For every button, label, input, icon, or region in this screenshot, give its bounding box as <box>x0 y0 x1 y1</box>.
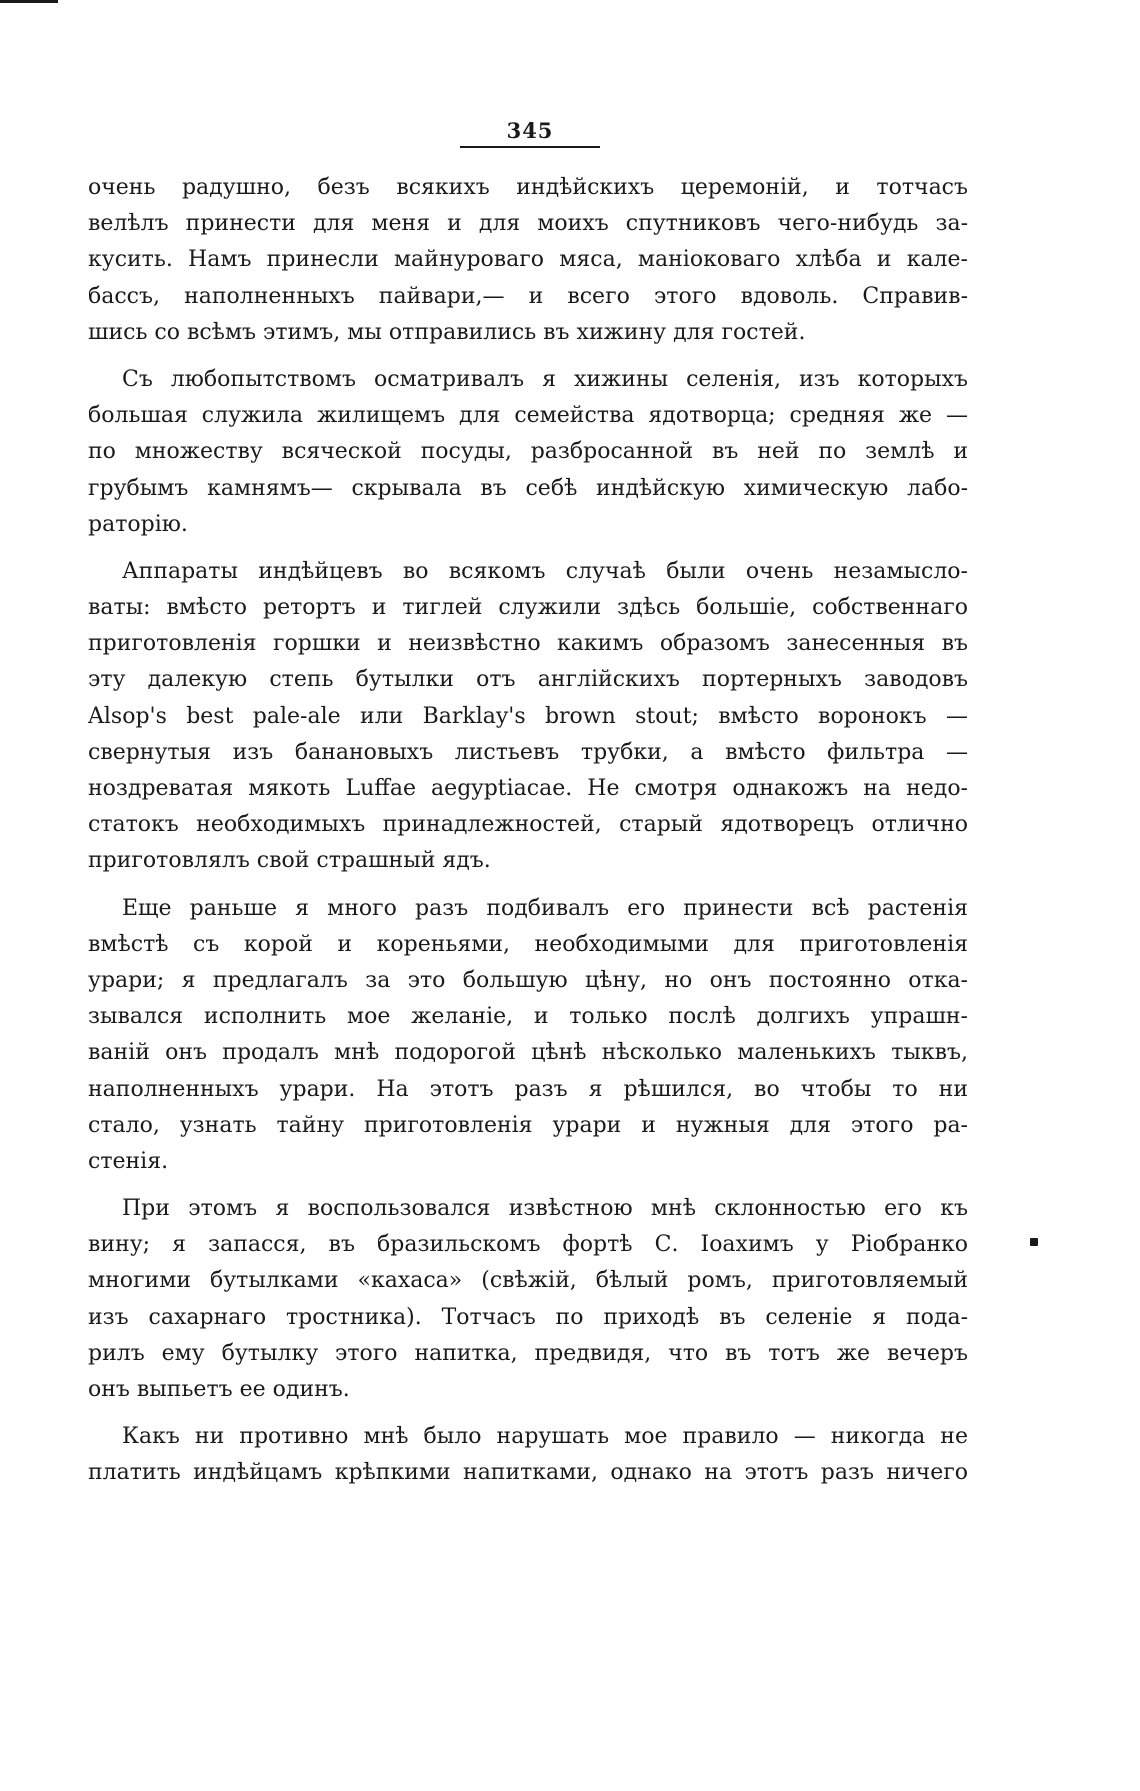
text-line: При этомъ я воспользовался извѣстною мнѣ склонностью его къ <box>122 1196 968 1222</box>
text-line: грубымъ камнямъ— скрывала въ себѣ индѣйскую химическую лабо- <box>88 475 968 501</box>
text-line: стенія. <box>88 1148 169 1174</box>
text-line: свернутыя изъ банановыхъ листьевъ трубки, а вмѣсто фильтра — <box>88 739 968 765</box>
text-line: очень радушно, безъ всякихъ индѣйскихъ церемоній, и тотчасъ <box>88 175 968 200</box>
text-line: кусить. Намъ принесли майнуроваго мяса, маніоковаго хлѣба и кале- <box>88 247 968 273</box>
top-edge-rule <box>0 0 58 3</box>
paragraph-6 <box>88 1419 968 1491</box>
text-line: Съ любопытствомъ осматривалъ я хижины селенія, изъ которыхъ <box>122 366 968 392</box>
text-line: статокъ необходимыхъ принадлежностей, старый ядотворецъ отлично <box>88 812 968 838</box>
text-line: Аппараты индѣйцевъ во всякомъ случаѣ были очень незамысло- <box>122 558 968 584</box>
page-number-rule <box>460 146 600 148</box>
text-line: Alsop's best pale-ale или Barklay's brown stout; вмѣсто воронокъ — <box>88 703 968 729</box>
text-line: по множеству всяческой посуды, разбросанной въ ней по землѣ и <box>88 439 968 465</box>
text-line: шись со всѣмъ этимъ, мы отправились въ хижину для гостей. <box>88 319 806 345</box>
paragraph-2 <box>88 362 968 543</box>
text-line: онъ выпьетъ ее одинъ. <box>88 1377 350 1402</box>
paragraph-5 <box>88 1191 968 1408</box>
margin-ink-mark <box>1030 1238 1038 1246</box>
text-line: стало, узнать тайну приготовленія урари и нужныя для этого ра- <box>88 1112 968 1138</box>
text-line: приготовленія горшки и неизвѣстно какимъ образомъ занесенныя въ <box>88 631 968 657</box>
text-line: наполненныхъ урари. На этотъ разъ я рѣшился, во чтобы то ни <box>88 1076 968 1102</box>
text-line: большая служила жилищемъ для семейства ядотворца; средняя же — <box>88 403 968 429</box>
paragraph-3 <box>88 554 968 880</box>
text-line: ноздреватая мякоть Luffae aegyptiacae. Не смотря однакожъ на недо- <box>88 776 968 801</box>
text-line: многими бутылками «кахаса» (свѣжій, бѣлый ромъ, приготовляемый <box>88 1268 968 1294</box>
text-line: изъ сахарнаго тростника). Тотчасъ по приходѣ въ селеніе я пода- <box>88 1304 968 1330</box>
page-number: 345 <box>506 118 554 143</box>
text-line: урари; я предлагалъ за это большую цѣну, но онъ постоянно отка- <box>88 967 968 993</box>
text-line: эту далекую степь бутылки отъ англійскихъ портерныхъ заводовъ <box>88 667 968 693</box>
text-line: Какъ ни противно мнѣ было нарушать мое правило — никогда не <box>122 1424 968 1450</box>
text-line: бассъ, наполненныхъ пайвари,— и всего этого вдоволь. Справив- <box>88 283 968 309</box>
text-line: вину; я запасся, въ бразильскомъ фортѣ С. Іоахимъ у Ріобранко <box>88 1232 968 1258</box>
text-line: ваній онъ продалъ мнѣ подорогой цѣнѣ нѣсколько маленькихъ тыквъ, <box>88 1040 968 1066</box>
text-line: велѣлъ принести для меня и для моихъ спутниковъ чего-нибудь за- <box>88 211 968 237</box>
text-line: вмѣстѣ съ корой и кореньями, необходимыми для приготовленія <box>88 931 968 957</box>
text-line: зывался исполнить мое желаніе, и только послѣ долгихъ упрашн- <box>88 1004 968 1030</box>
text-line: раторію. <box>88 511 188 537</box>
text-line: рилъ ему бутылку этого напитка, предвидя, что въ тотъ же вечеръ <box>88 1340 968 1366</box>
paragraph-4 <box>88 891 968 1181</box>
text-line: приготовлялъ свой страшный ядъ. <box>88 848 491 874</box>
paragraph-1 <box>88 170 968 351</box>
body-text <box>88 170 968 1492</box>
text-line: Еще раньше я много разъ подбивалъ его принести всѣ растенія <box>122 895 968 921</box>
text-line: ваты: вмѣсто ретортъ и тиглей служили здѣсь большіе, собственнаго <box>88 595 968 621</box>
text-line: платить индѣйцамъ крѣпкими напитками, однако на этотъ разъ ничего <box>88 1460 968 1486</box>
